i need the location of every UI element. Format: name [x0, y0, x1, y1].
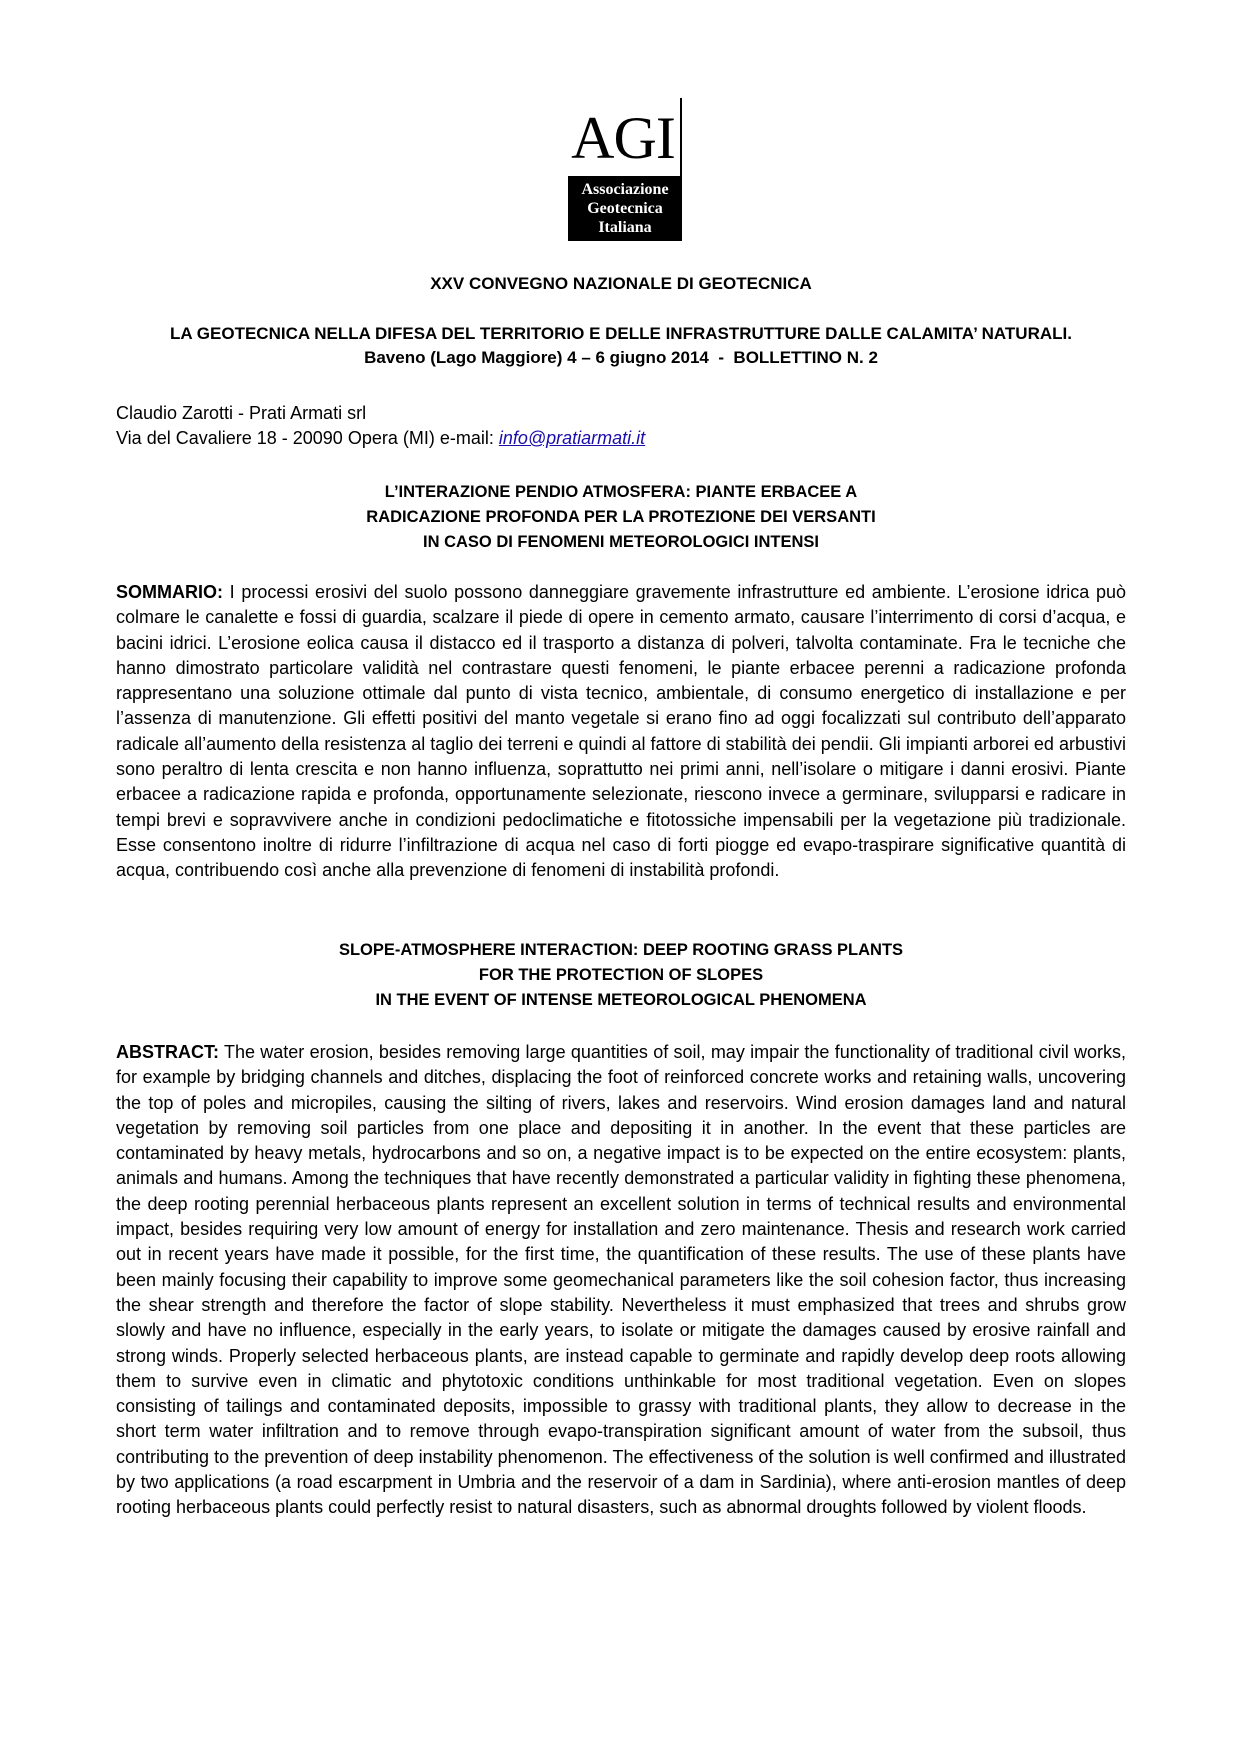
author-name: Claudio Zarotti - Prati Armati srl — [116, 403, 367, 423]
author-block — [116, 401, 645, 451]
agi-logo — [568, 98, 682, 241]
title-it-line-3: IN CASO DI FENOMENI METEOROLOGICI INTENSI — [422, 533, 820, 551]
logo-top-panel — [568, 98, 682, 176]
conference-title: XXV CONVEGNO NAZIONALE DI GEOTECNICA — [430, 274, 812, 293]
logo-acronym: AGI — [571, 105, 675, 171]
sommario-label: SOMMARIO: — [116, 582, 223, 602]
logo-line-1: Associazione — [581, 181, 669, 198]
author-address-line — [116, 426, 645, 451]
sommario-text: I processi erosivi del suolo possono danneggiare gravemente infrastrutture ed ambiente. L’erosione idrica può colmare le canalette e fossi di guardia, scalzare il piede di opere in cemento armato, causare l’interrimento di corsi d’acqua, e bacini idrici. L’erosione eolica causa il distacco ed il trasporto a distanza di polveri, talvolta contaminate. Fra le tecniche che hanno dimostrato particolare validità nel contrastare questi fenomeni, le piante erbacee perenni a radicazione profonda rappresentano una soluzione ottimale dal punto di vista tecnico, ambientale, di consumo energetico di installazione e per l’assenza di manutenzione. Gli effetti positivi del manto vegetale si erano fino ad oggi focalizzati sul contributo dell’apparato radicale all’aumento della resistenza al taglio dei terreni e quindi al fattore di stabilità dei pendii. Gli impianti arborei ed arbustivi sono peraltro di lenta crescita e non hanno influenza, soprattutto nei primi anni, nell’isolare o mitigare i danni erosivi. Piante erbacee a radicazione rapida e profonda, opportunamente selezionate, riescono invece a germinare, svilupparsi e radicare in tempi brevi e sopravvivere anche in condizioni pedoclimatiche e fitotossiche impensabili per la vegetazione più tradizionale. Esse consentono inoltre di ridurre l’infiltrazione di acqua nel caso di forti piogge ed evapo-traspirare significative quantità di acqua, contribuendo così anche alla prevenzione di fenomeni di instabilità profondi. — [116, 582, 1126, 881]
author-address: Via del Cavaliere 18 - 20090 Opera (MI) e-mail: — [116, 428, 499, 448]
logo-line-2: Geotecnica — [587, 200, 663, 217]
logo-name-box — [568, 176, 682, 241]
conference-theme: LA GEOTECNICA NELLA DIFESA DEL TERRITORIO E DELLE INFRASTRUTTURE DALLE CALAMITA’ NATURALI. — [170, 324, 1072, 343]
abstract-text: The water erosion, besides removing large quantities of soil, may impair the functionality of traditional civil works, for example by bridging channels and ditches, displacing the foot of reinforced concrete works and retaining walls, uncovering the top of poles and micropiles, causing the silting of rivers, lakes and reservoirs. Wind erosion damages land and natural vegetation by removing soil particles from one place and depositing it in another. In the event that these particles are contaminated by heavy metals, hydrocarbons and so on, a negative impact is to be expected on the entire ecosystem: plants, animals and humans. Among the techniques that have recently demonstrated a particular validity in fighting these phenomena, the deep rooting perennial herbaceous plants represent an excellent solution in terms of technical results and environmental impact, besides requiring very low amount of energy for installation and zero maintenance. Thesis and research work carried out in recent years have made it possible, for the first time, the quantification of these results. The use of these plants have been mainly focusing their capability to improve some geomechanical parameters like the soil cohesion factor, thus increasing the shear strength and therefore the factor of slope stability. Nevertheless it must emphasized that trees and shrubs grow slowly and have no influence, especially in the early years, to isolate or mitigate the damages caused by erosive rainfall and strong winds. Properly selected herbaceous plants, are instead capable to germinate and rapidly develop deep roots allowing them to survive even in climatic and phytotoxic conditions unthinkable for most traditional vegetation. Even on slopes consisting of tailings and contaminated deposits, impossible to grassy with traditional plants, they allow to decrease in the short term water infiltration and to remove through evapo-transpiration significant amount of water from the subsoil, thus contributing to the prevention of deep instability phenomenon. The effectiveness of the solution is well confirmed and illustrated by two applications (a road escarpment in Umbria and the reservoir of a dam in Sardinia), where anti-erosion mantles of deep rooting herbaceous plants could perfectly resist to natural disasters, such as abnormal droughts followed by violent floods. — [116, 1042, 1126, 1518]
title-en-line-2: FOR THE PROTECTION OF SLOPES — [478, 966, 764, 984]
author-email-link[interactable]: info@pratiarmati.it — [498, 428, 646, 448]
paper-title-italian — [116, 480, 1126, 555]
title-en-line-1: SLOPE-ATMOSPHERE INTERACTION: DEEP ROOTING GRASS PLANTS — [338, 941, 904, 959]
title-it-line-2: RADICAZIONE PROFONDA PER LA PROTEZIONE DEI VERSANTI — [366, 508, 876, 526]
title-it-line-1: L’INTERAZIONE PENDIO ATMOSFERA: PIANTE ERBACEE A — [384, 483, 858, 501]
abstract-label: ABSTRACT: — [116, 1042, 219, 1062]
title-en-line-3: IN THE EVENT OF INTENSE METEOROLOGICAL PHENOMENA — [375, 991, 867, 1009]
logo-line-3: Italiana — [598, 219, 652, 236]
abstract-paragraph — [116, 1040, 1126, 1521]
sommario-paragraph — [116, 580, 1126, 884]
conference-venue: Baveno (Lago Maggiore) 4 – 6 giugno 2014 - BOLLETTINO N. 2 — [364, 348, 878, 367]
conference-info — [116, 322, 1126, 370]
paper-title-english — [116, 938, 1126, 1013]
